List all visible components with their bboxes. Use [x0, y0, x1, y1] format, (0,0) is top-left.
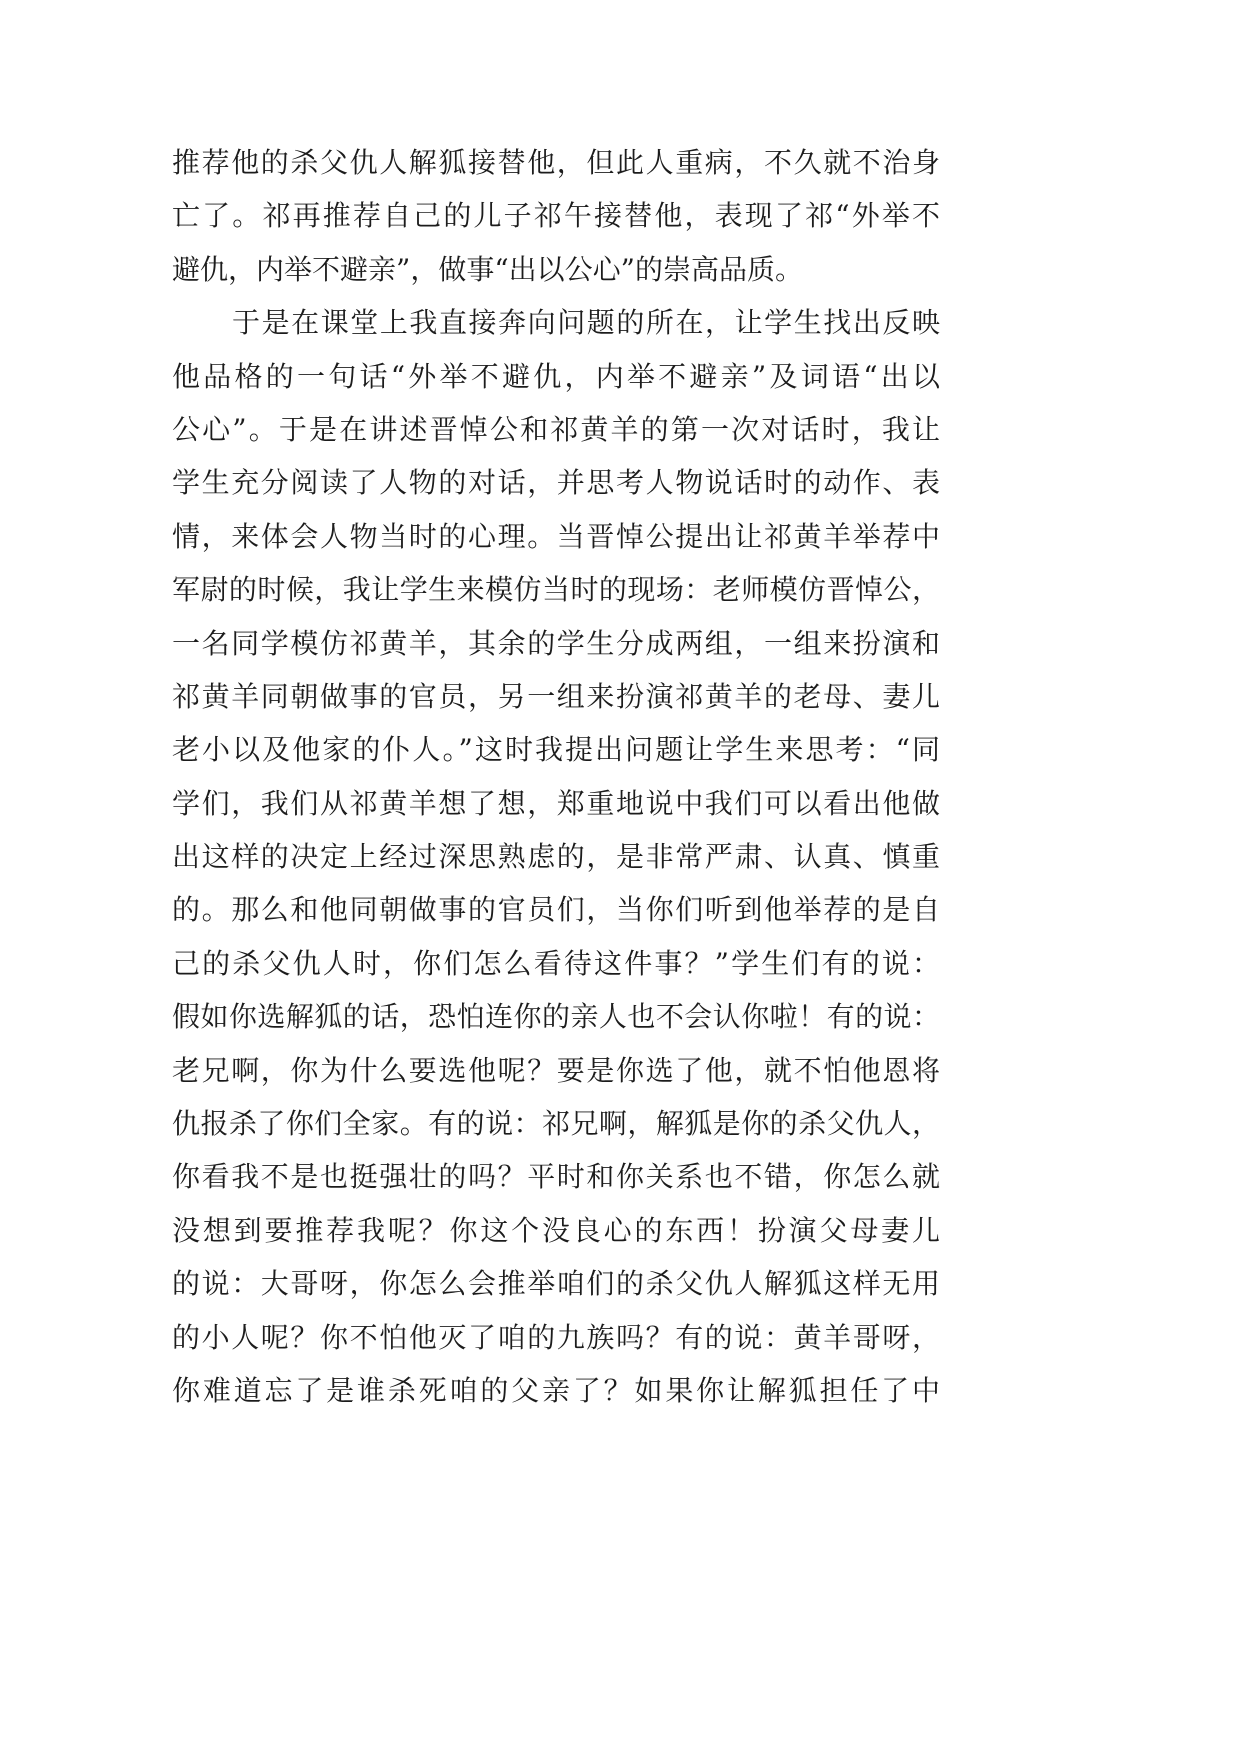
text-line: 老小以及他家的仆人。”这时我提出问题让学生来思考：“同	[172, 733, 940, 767]
text-line: 老兄啊，你为什么要选他呢？要是你选了他，就不怕他恩将	[172, 1053, 940, 1087]
text-line: 出这样的决定上经过深思熟虑的，是非常严肃、认真、慎重	[172, 840, 940, 874]
text-line: 一名同学模仿祁黄羊，其余的学生分成两组，一组来扮演和	[172, 626, 940, 660]
text-line: 的。那么和他同朝做事的官员们，当你们听到他举荐的是自	[172, 893, 940, 927]
text-line: 没想到要推荐我呢？你这个没良心的东西！扮演父母妻儿	[172, 1213, 940, 1247]
text-line: 推荐他的杀父仇人解狐接替他，但此人重病，不久就不治身	[172, 146, 940, 179]
text-line: 你看我不是也挺强壮的吗？平时和你关系也不错，你怎么就	[172, 1160, 940, 1194]
text-line: 公心”。于是在讲述晋悼公和祁黄羊的第一次对话时，我让	[172, 412, 940, 446]
text-line: 的说：大哥呀，你怎么会推举咱们的杀父仇人解狐这样无用	[172, 1267, 940, 1301]
text-line: 假如你选解狐的话，恐怕连你的亲人也不会认你啦！有的说：	[172, 1000, 940, 1034]
text-line: 学生充分阅读了人物的对话，并思考人物说话时的动作、表	[172, 466, 940, 500]
text-line: 亡了。祁再推荐自己的儿子祁午接替他，表现了祁“外举不	[172, 199, 940, 233]
text-line: 的小人呢？你不怕他灭了咱的九族吗？有的说：黄羊哥呀，	[172, 1320, 940, 1354]
text-line: 于是在课堂上我直接奔向问题的所在，让学生找出反映	[232, 306, 940, 340]
text-line: 你难道忘了是谁杀死咱的父亲了？如果你让解狐担任了中	[172, 1373, 940, 1407]
text-line: 他品格的一句话“外举不避仇，内举不避亲”及词语“出以	[172, 359, 940, 393]
text-line: 避仇，内举不避亲”，做事“出以公心”的崇高品质。	[172, 252, 803, 286]
paragraph	[172, 136, 940, 296]
text-line: 祁黄羊同朝做事的官员，另一组来扮演祁黄羊的老母、妻儿	[172, 679, 940, 713]
text-line: 情，来体会人物当时的心理。当晋悼公提出让祁黄羊举荐中	[172, 519, 940, 553]
text-line: 军尉的时候，我让学生来模仿当时的现场：老师模仿晋悼公，	[172, 573, 940, 607]
text-line: 仇报杀了你们全家。有的说：祁兄啊，解狐是你的杀父仇人，	[172, 1107, 940, 1141]
text-line: 学们，我们从祁黄羊想了想，郑重地说中我们可以看出他做	[172, 786, 940, 820]
paragraph	[172, 296, 940, 1417]
body-text	[172, 136, 940, 1417]
text-line: 己的杀父仇人时，你们怎么看待这件事？”学生们有的说：	[172, 946, 940, 980]
